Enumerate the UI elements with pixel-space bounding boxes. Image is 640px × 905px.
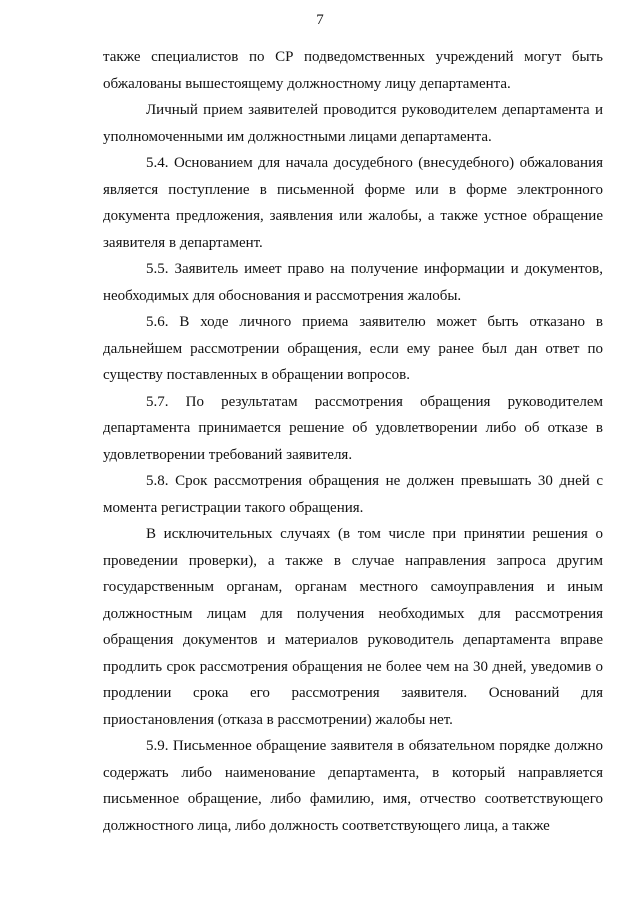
paragraph-exceptional-cases: В исключительных случаях (в том числе при принятии решения о проведении проверки), а также в случае направления запроса другим государственным органам, органам местного самоуправления и иным должностным лицам для получения необходимых для рассмотрения обращения документов и материалов руководитель департамента вправе продлить срок рассмотрения обращения не более чем на 30 дней, уведомив о продлении срока его рассмотрения заявителя. Оснований для приостановления (отказа в рассмотрении) жалобы нет. bbox=[103, 526, 603, 728]
document-body bbox=[103, 44, 603, 839]
paragraph-continued: также специалистов по СР подведомственных учреждений могут быть обжалованы вышестоящему должностному лицу департамента. bbox=[103, 49, 603, 92]
paragraph-5-4: 5.4. Основанием для начала досудебного (внесудебного) обжалования является поступление в письменной форме или в форме электронного документа предложения, заявления или жалобы, а также устное обращение заявителя в департамент. bbox=[103, 155, 603, 251]
paragraph-5-8: 5.8. Срок рассмотрения обращения не должен превышать 30 дней с момента регистрации такого обращения. bbox=[103, 473, 603, 516]
paragraph-5-9: 5.9. Письменное обращение заявителя в обязательном порядке должно содержать либо наименование департамента, в который направляется письменное обращение, либо фамилию, имя, отчество соответствующего должностного лица, либо должность соответствующего лица, а также bbox=[103, 738, 603, 834]
paragraph-personal-reception: Личный прием заявителей проводится руководителем департамента и уполномоченными им должностными лицами департамента. bbox=[103, 102, 603, 145]
paragraph-5-5: 5.5. Заявитель имеет право на получение информации и документов, необходимых для обоснования и рассмотрения жалобы. bbox=[103, 261, 603, 304]
paragraph-5-6: 5.6. В ходе личного приема заявителю может быть отказано в дальнейшем рассмотрении обращения, если ему ранее был дан ответ по существу поставленных в обращении вопросов. bbox=[103, 314, 603, 383]
paragraph-5-7: 5.7. По результатам рассмотрения обращения руководителем департамента принимается решение об удовлетворении либо об отказе в удовлетворении требований заявителя. bbox=[103, 393, 603, 463]
page-number: 7 bbox=[316, 12, 324, 28]
